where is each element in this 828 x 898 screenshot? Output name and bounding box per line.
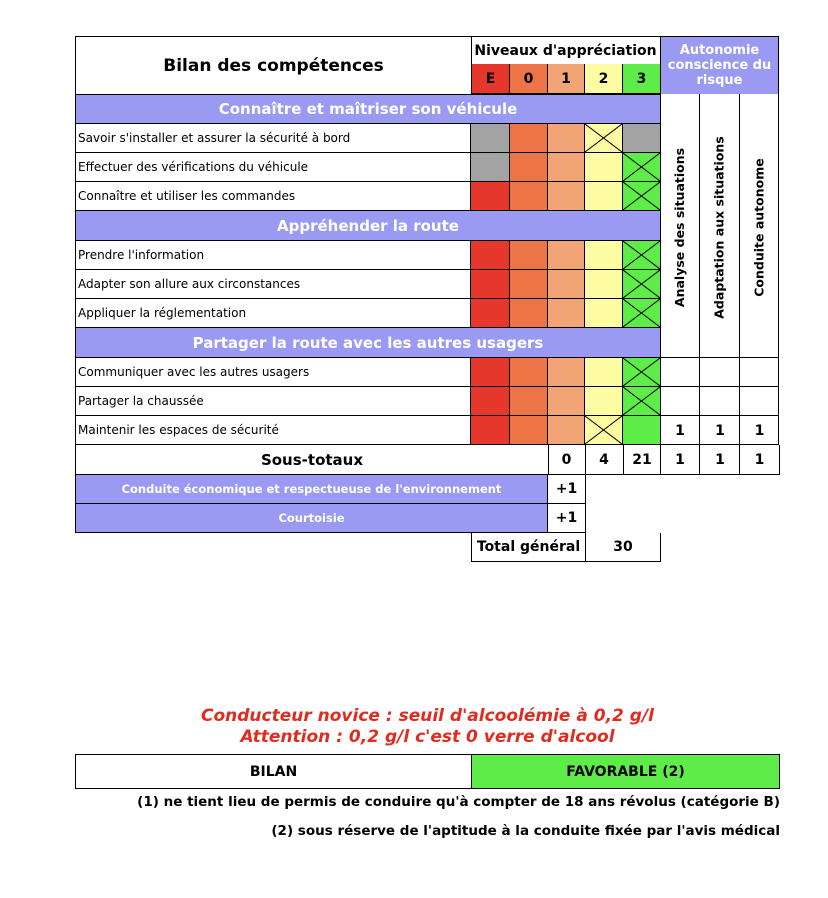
level-header-2: 2: [585, 64, 623, 94]
check-cross-icon: [623, 299, 660, 327]
total-label-cell: Total général: [471, 533, 586, 562]
level-cell-0: [510, 153, 548, 182]
subtotal-level-2: 4: [599, 451, 609, 468]
level-cell-2: [585, 387, 623, 416]
level-cell-E: [471, 299, 510, 328]
footnote-1: (1) ne tient lieu de permis de conduire qu'à compter de 18 ans révolus (catégorie B): [137, 794, 780, 810]
check-cross-icon: [623, 358, 660, 386]
level-cell-0: [510, 387, 548, 416]
level-cell-1: [548, 299, 585, 328]
level-cell-1: [548, 387, 585, 416]
section-title: Partager la route avec les autres usagers: [75, 328, 661, 358]
levels-header: Niveaux d'appréciation: [471, 36, 661, 65]
level-cell-3-checked: [623, 387, 661, 416]
level-cell-3-checked: [623, 270, 661, 299]
page-title: Bilan des compétences: [163, 55, 384, 76]
subtotal-autonomy: 1: [675, 451, 685, 468]
skill-row-label: Prendre l'information: [75, 241, 471, 270]
level-cell-0: [510, 124, 548, 153]
bilan-result-cell: [471, 754, 780, 789]
title-cell: [75, 36, 472, 95]
level-cell-2-checked: [585, 416, 623, 445]
level-cell-1: [548, 270, 585, 299]
skill-row-label: Maintenir les espaces de sécurité: [75, 416, 471, 445]
level-cell-1: [548, 182, 585, 211]
level-header-E: E: [471, 64, 510, 94]
subtotal-level-1: 0: [561, 451, 572, 468]
level-cell-0: [510, 416, 548, 445]
level-cell-0: [510, 299, 548, 328]
level-cell-0: [510, 182, 548, 211]
level-cell-E: [471, 153, 510, 182]
footnote-2: (2) sous réserve de l'aptitude à la conduite fixée par l'avis médical: [271, 823, 780, 839]
skill-row-label: Communiquer avec les autres usagers: [75, 358, 471, 387]
level-cell-2-checked: [585, 124, 623, 153]
level-cell-0: [510, 241, 548, 270]
warning-line-1: Conducteur novice : seuil d'alcoolémie à 0,2 g/l: [200, 706, 654, 726]
subtotals-label: Sous-totaux: [260, 450, 364, 469]
level-cell-2: [585, 358, 623, 387]
level-cell-E: [471, 182, 510, 211]
autonomy-header: Autonomie conscience du risque: [660, 36, 779, 95]
bonus-row-courtesy: Courtoisie: [75, 504, 548, 533]
level-cell-2: [585, 270, 623, 299]
level-cell-1: [548, 241, 585, 270]
level-cell-3-checked: [623, 241, 661, 270]
level-cell-2: [585, 299, 623, 328]
level-cell-3: [623, 124, 661, 153]
autonomy-value: 1: [715, 422, 725, 439]
level-cell-2: [585, 153, 623, 182]
autonomy-value: 1: [675, 422, 685, 439]
check-cross-icon: [623, 182, 660, 210]
level-cell-2: [585, 241, 623, 270]
level-cell-E: [471, 358, 510, 387]
level-cell-0: [510, 358, 548, 387]
level-header-0: 0: [510, 64, 548, 94]
level-cell-2: [585, 182, 623, 211]
level-cell-E: [471, 387, 510, 416]
skill-row-label: Appliquer la réglementation: [75, 299, 471, 328]
autonomy-col-adaptation: Adaptation aux situations: [711, 135, 727, 319]
check-cross-icon: [623, 241, 660, 269]
autonomy-col-autonomous: Conduite autonome: [751, 157, 767, 297]
level-header-3: 3: [623, 64, 661, 94]
check-cross-icon: [623, 387, 660, 415]
skill-row-label: Connaître et utiliser les commandes: [75, 182, 471, 211]
level-cell-3-checked: [623, 153, 661, 182]
bonus-value: +1: [547, 504, 586, 533]
level-cell-E: [471, 241, 510, 270]
level-cell-3-checked: [623, 299, 661, 328]
subtotal-level-3: 21: [632, 451, 652, 468]
check-cross-icon: [585, 416, 622, 444]
section-title: Appréhender la route: [75, 211, 661, 241]
level-cell-E: [471, 416, 510, 445]
check-cross-icon: [585, 124, 622, 152]
level-cell-1: [548, 416, 585, 445]
bonus-row-eco: Conduite économique et respectueuse de l'environnement: [75, 475, 548, 504]
level-cell-3-checked: [623, 358, 661, 387]
skill-row-label: Effectuer des vérifications du véhicule: [75, 153, 471, 182]
level-cell-1: [548, 358, 585, 387]
level-cell-0: [510, 270, 548, 299]
bilan-result: FAVORABLE (2): [566, 763, 685, 780]
level-cell-1: [548, 153, 585, 182]
check-cross-icon: [623, 153, 660, 181]
autonomy-value: 1: [754, 422, 765, 439]
warning-line-2: Attention : 0,2 g/l c'est 0 verre d'alcool: [240, 727, 615, 747]
skill-row-label: Savoir s'installer et assurer la sécurité à bord: [75, 124, 471, 153]
check-cross-icon: [623, 270, 660, 298]
level-cell-1: [548, 124, 585, 153]
level-cell-E: [471, 124, 510, 153]
bilan-label-cell: BILAN: [75, 754, 472, 789]
level-cell-3: [623, 416, 661, 445]
level-cell-3-checked: [623, 182, 661, 211]
skill-row-label: Partager la chaussée: [75, 387, 471, 416]
level-header-1: 1: [548, 64, 585, 94]
alcohol-warning: [75, 706, 780, 748]
subtotal-autonomy: 1: [715, 451, 725, 468]
subtotals-row: [75, 445, 548, 475]
bonus-value: +1: [547, 475, 586, 504]
subtotal-autonomy: 1: [754, 451, 765, 468]
section-title: Connaître et maîtriser son véhicule: [75, 94, 661, 124]
level-cell-E: [471, 270, 510, 299]
total-value: 30: [585, 533, 661, 562]
autonomy-col-analysis: Analyse des situations: [672, 147, 688, 307]
skill-row-label: Adapter son allure aux circonstances: [75, 270, 471, 299]
